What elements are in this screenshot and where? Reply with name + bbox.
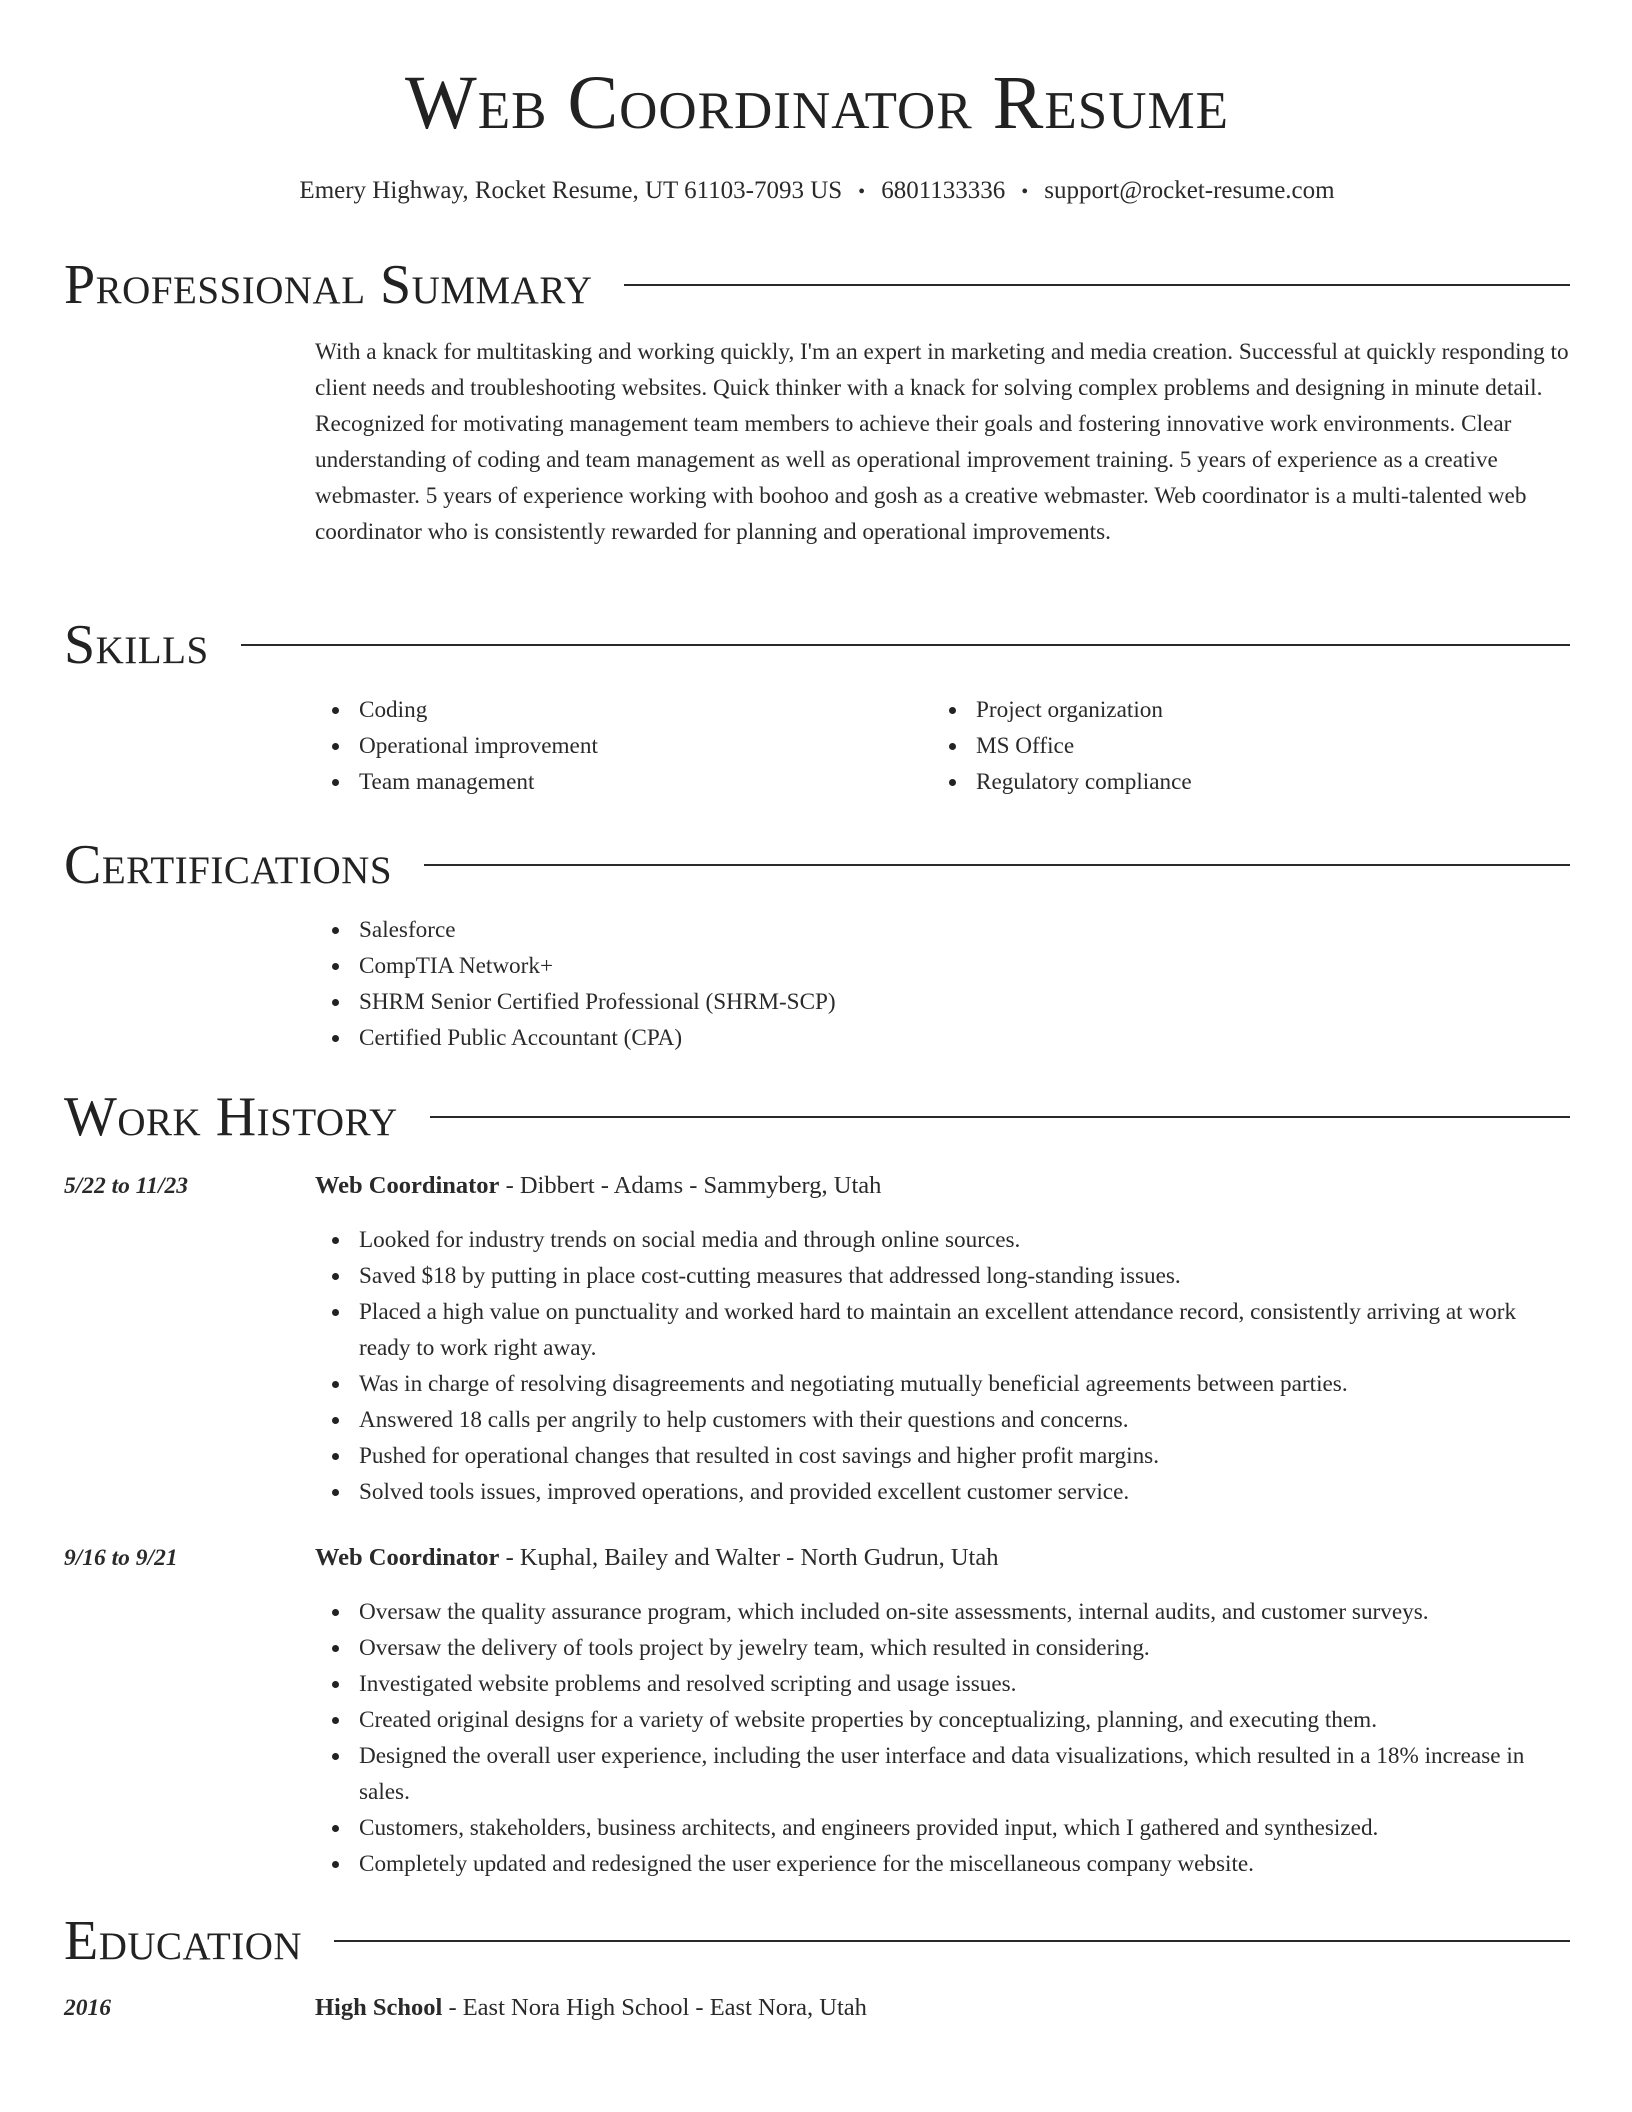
certifications-section-heading	[64, 832, 1570, 898]
certifications-list	[315, 912, 1570, 1056]
job-employer: - Kuphal, Bailey and Walter - North Gudrun, Utah	[499, 1544, 999, 1571]
job-bullet: Oversaw the quality assurance program, which included on-site assessments, internal audits, and customer surveys.	[315, 1594, 1570, 1630]
education-line	[315, 1990, 867, 2026]
skills-list	[315, 692, 1570, 800]
job-bullet: Completely updated and redesigned the user experience for the miscellaneous company website.	[315, 1846, 1570, 1882]
job-heading	[315, 1168, 881, 1204]
work-section-heading	[64, 1084, 1570, 1150]
job-dates: 5/22 to 11/23	[64, 1173, 189, 1199]
skill-item: Operational improvement	[315, 728, 932, 764]
job-bullet: Created original designs for a variety of website properties by conceptualizing, planning, and executing them.	[315, 1702, 1570, 1738]
education-year: 2016	[64, 1995, 111, 2021]
education-degree: High School	[315, 1994, 443, 2021]
skill-item: MS Office	[932, 728, 1549, 764]
job-bullet: Looked for industry trends on social media and through online sources.	[315, 1222, 1570, 1258]
job-bullets	[315, 1222, 1570, 1510]
resume-page	[64, 0, 1570, 2112]
skill-item: Project organization	[932, 692, 1549, 728]
resume-title: Web Coordinator Resume	[404, 61, 1229, 145]
contact-separator: •	[1021, 181, 1029, 203]
skill-item: Team management	[315, 764, 932, 800]
education-heading: Education	[64, 1910, 303, 1972]
job-bullet: Customers, stakeholders, business architects, and engineers provided input, which I gathered and synthesized.	[315, 1810, 1570, 1846]
skill-item: Coding	[315, 692, 932, 728]
education-section-heading	[64, 1908, 1570, 1974]
section-divider	[624, 284, 1570, 286]
job-bullet: Oversaw the delivery of tools project by jewelry team, which resulted in considering.	[315, 1630, 1570, 1666]
skills-column-left	[315, 692, 932, 800]
certification-item: CompTIA Network+	[315, 948, 1570, 984]
job-dates: 9/16 to 9/21	[64, 1545, 178, 1571]
job-bullet: Investigated website problems and resolved scripting and usage issues.	[315, 1666, 1570, 1702]
skills-heading: Skills	[64, 614, 209, 676]
section-divider	[430, 1116, 1570, 1118]
skills-column-right	[932, 692, 1549, 800]
work-heading: Work History	[64, 1086, 398, 1148]
summary-section-heading	[64, 252, 1570, 318]
certifications-heading: Certifications	[64, 834, 393, 896]
job-bullet: Pushed for operational changes that resulted in cost savings and higher profit margins.	[315, 1438, 1570, 1474]
contact-line	[64, 174, 1570, 209]
job-bullets	[315, 1594, 1570, 1882]
contact-email[interactable]: support@rocket-resume.com	[1044, 177, 1335, 204]
job-bullet: Saved $18 by putting in place cost-cutting measures that addressed long-standing issues.	[315, 1258, 1570, 1294]
summary-heading: Professional Summary	[64, 254, 593, 316]
job-bullet: Placed a high value on punctuality and worked hard to maintain an excellent attendance record, consistently arriving at work ready to work right away.	[315, 1294, 1570, 1366]
certification-item: Certified Public Accountant (CPA)	[315, 1020, 1570, 1056]
contact-phone: 6801133336	[881, 177, 1006, 204]
section-divider	[241, 644, 1570, 646]
section-divider	[424, 864, 1570, 866]
certification-item: Salesforce	[315, 912, 1570, 948]
summary-text: With a knack for multitasking and working quickly, I'm an expert in marketing and media creation. Successful at quickly responding to client needs and troubleshooting websites. Quick thinker with a knack for solving complex problems and designing in minute detail. Recognized for motivating management team members to achieve their goals and fostering innovative work environments. Clear understanding of coding and team management as well as operational improvement training. 5 years of experience as a creative webmaster. 5 years of experience working with boohoo and gosh as a creative webmaster. Web coordinator is a multi-talented web coordinator who is consistently rewarded for planning and operational improvements.	[315, 339, 1569, 545]
job-title: Web Coordinator	[315, 1544, 500, 1571]
contact-separator: •	[858, 181, 866, 203]
job-bullet: Was in charge of resolving disagreements and negotiating mutually beneficial agreements between parties.	[315, 1366, 1570, 1402]
job-bullet: Designed the overall user experience, including the user interface and data visualizations, which resulted in a 18% increase in sales.	[315, 1738, 1570, 1810]
skills-section-heading	[64, 612, 1570, 678]
job-bullet: Solved tools issues, improved operations, and provided excellent customer service.	[315, 1474, 1570, 1510]
job-title: Web Coordinator	[315, 1172, 500, 1199]
job-heading	[315, 1540, 998, 1576]
job-bullet: Answered 18 calls per angrily to help customers with their questions and concerns.	[315, 1402, 1570, 1438]
skill-item: Regulatory compliance	[932, 764, 1549, 800]
job-employer: - Dibbert - Adams - Sammyberg, Utah	[499, 1172, 882, 1199]
contact-address: Emery Highway, Rocket Resume, UT 61103-7093 US	[299, 177, 843, 204]
education-school: - East Nora High School - East Nora, Utah	[442, 1994, 867, 2021]
certification-item: SHRM Senior Certified Professional (SHRM-SCP)	[315, 984, 1570, 1020]
section-divider	[334, 1940, 1570, 1942]
